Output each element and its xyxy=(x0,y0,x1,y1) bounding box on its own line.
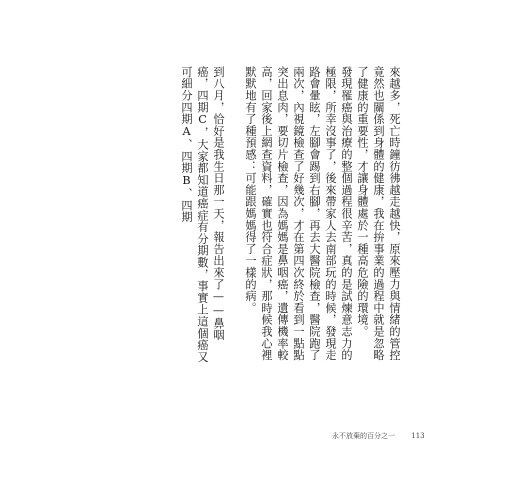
paragraph-3: 到八月，恰好是我生日那一天，報告出來了——鼻咽癌，四期C，大家都知道癌症有分期數，事實上這個癌又可細分四期A、四期B、四期 xyxy=(180,66,225,363)
book-title: 永不放棄的百分之一 xyxy=(332,432,395,440)
paragraph-1: 來越多，死亡時鐘彷彿越走越快，原來壓力與情緒的管控竟然也關係到身體的健康，我在拚事業的過程中就是忽略了健康的重要性，才讓身體處於一種高危險的環境。 xyxy=(356,66,401,361)
body-text xyxy=(102,66,402,364)
page-number: 113 xyxy=(411,432,425,440)
paragraph-2: 發現罹癌與治療的整個過程很辛苦，真的是試煉意志力的極限，所幸沒事了，後來帶家人去南部玩的時候，發現走路會暈眩，左腳會踢到右腳，再去大醫院檢查，醫院跑了兩次，內視鏡檢查了好幾次，才在第四次終於看到一點點突出息肉，要切片檢查，因為媽媽是鼻咽癌，遺傳機率較高，回家後上網查資料，確實也符合症狀，那時候我心裡默默地有了種預感：可能跟媽媽得了一樣的病。 xyxy=(244,66,353,361)
page-footer xyxy=(332,431,425,441)
